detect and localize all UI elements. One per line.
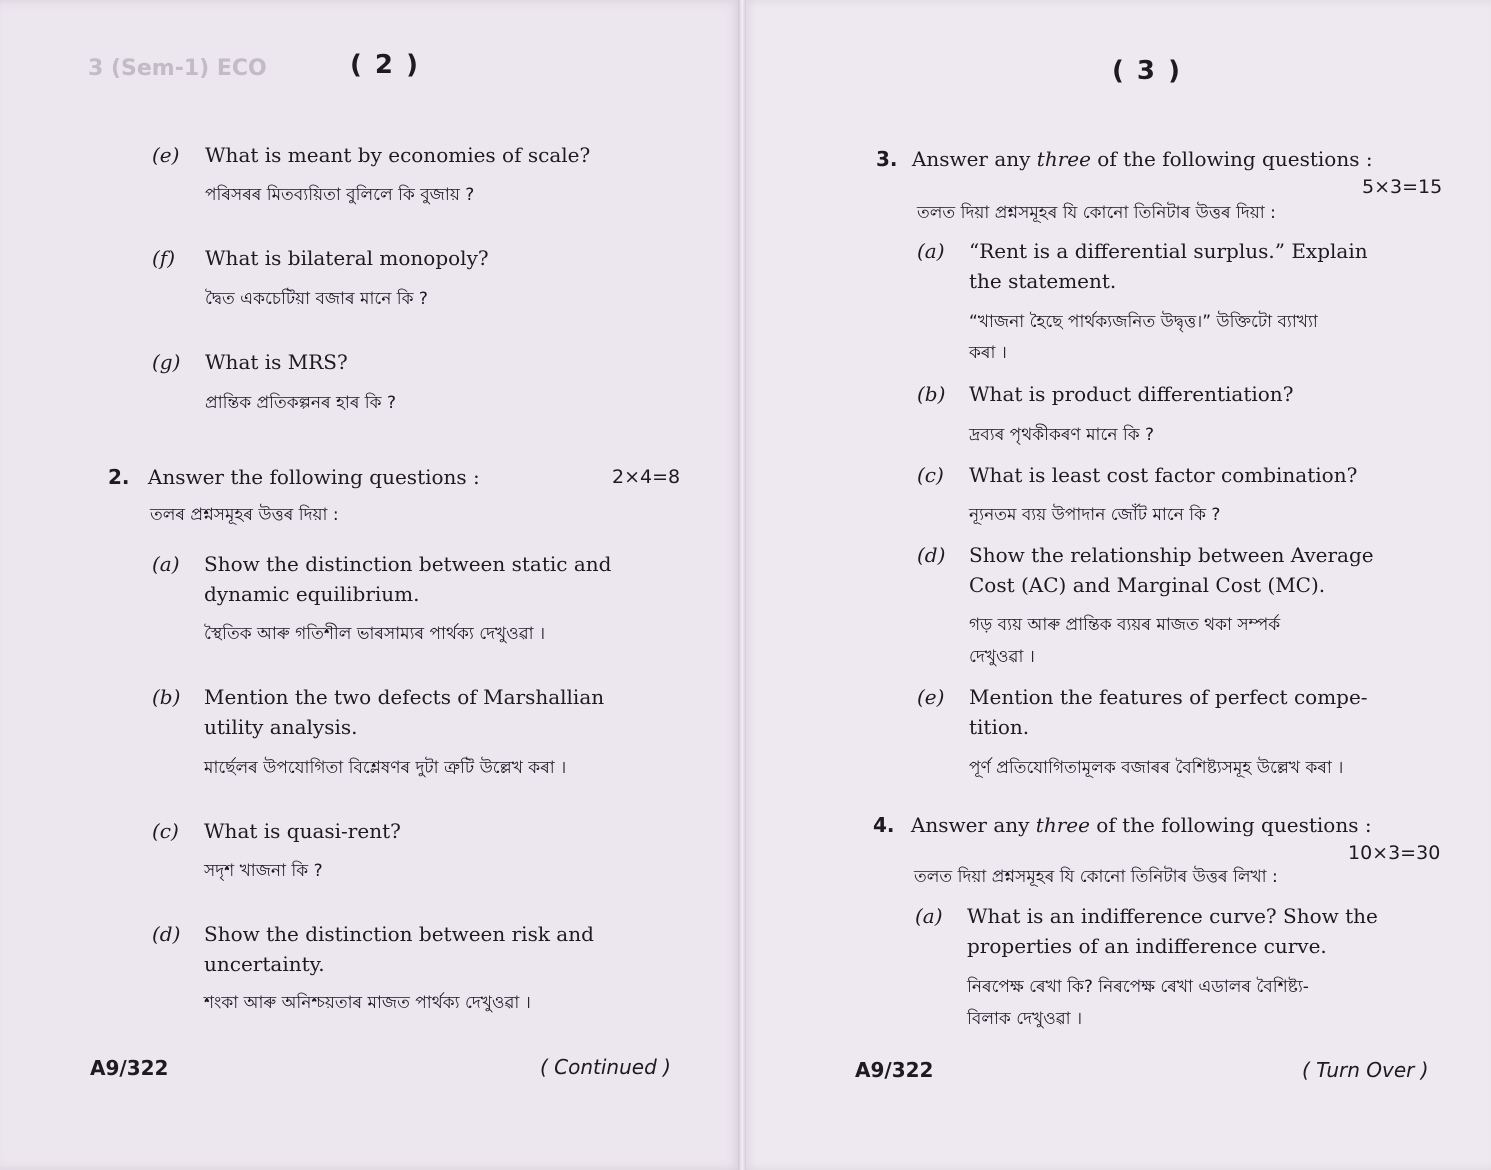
question-text-as: স্থৈতিক আৰু গতিশীল ভাৰসাম্যৰ পাৰ্থক্য দেখুওৱা । — [204, 624, 546, 644]
heading-text-post: of the following questions : — [1090, 147, 1373, 171]
bleed-through-header: 3 (Sem-1) ECO — [88, 56, 267, 81]
item-label: (d) — [917, 543, 946, 567]
heading-text-as: তলৰ প্ৰশ্নসমূহৰ উত্তৰ দিয়া : — [150, 505, 339, 525]
question-text-as: শংকা আৰু অনিশ্চয়তাৰ মাজত পাৰ্থক্য দেখুওৱা । — [204, 993, 531, 1013]
question-text-en-cont: tition. — [969, 715, 1030, 739]
item-label: (c) — [152, 819, 179, 843]
question-text-as: গড় ব্যয় আৰু প্ৰান্তিক ব্যয়ৰ মাজত থকা সম্পৰ্ক — [969, 615, 1281, 635]
page-number-right: ( 3 ) — [1112, 56, 1182, 86]
item-label: (g) — [152, 350, 181, 374]
question-text-as-cont: কৰা । — [969, 343, 1007, 363]
question-text-en-cont: properties of an indifference curve. — [967, 934, 1327, 958]
question-text-as: দ্ৰব্যৰ পৃথকীকৰণ মানে কি ? — [969, 425, 1155, 445]
question-text-en: What is least cost factor combination? — [969, 463, 1358, 487]
question-text-en: What is quasi-rent? — [204, 819, 401, 843]
question-text-en-cont: the statement. — [969, 269, 1117, 293]
heading-text-as: তলত দিয়া প্ৰশ্নসমূহৰ যি কোনো তিনিটাৰ উত্তৰ দিয়া : — [917, 203, 1276, 223]
question-text-en-cont: uncertainty. — [204, 952, 325, 976]
continued-note: ( Continued ) — [540, 1055, 671, 1079]
question-3-heading — [876, 144, 1373, 174]
question-text-en: Mention the two defects of Marshallian — [204, 685, 605, 709]
question-4-heading — [873, 810, 1372, 840]
paper-code-right: A9/322 — [855, 1058, 934, 1082]
heading-text-emphasis: three — [1036, 147, 1091, 171]
heading-text-post: of the following questions : — [1089, 813, 1372, 837]
question-text-en: What is bilateral monopoly? — [205, 246, 489, 270]
heading-text-pre: Answer any — [911, 147, 1037, 171]
heading-text-emphasis: three — [1035, 813, 1090, 837]
question-text-en: What is product differentiation? — [969, 382, 1294, 406]
item-label: (e) — [152, 143, 180, 167]
item-label: (b) — [917, 382, 946, 406]
heading-text: Answer the following questions : — [147, 465, 480, 489]
question-text-en: What is an indifference curve? Show the — [967, 904, 1378, 928]
item-label: (e) — [917, 685, 945, 709]
question-text-en: Show the relationship between Average — [969, 543, 1374, 567]
question-text-as-cont: দেখুওৱা । — [969, 647, 1035, 667]
question-text-as: ন্যূনতম ব্যয় উপাদান জোঁট মানে কি ? — [969, 505, 1221, 525]
question-text-as: সদৃশ খাজনা কি ? — [204, 861, 323, 881]
question-number: 2. — [108, 465, 130, 489]
question-text-as: পৰিসৰৰ মিতব্যয়িতা বুলিলে কি বুজায় ? — [205, 185, 475, 205]
item-label: (f) — [152, 246, 176, 270]
question-text-en: What is meant by economies of scale? — [205, 143, 591, 167]
question-text-as: পূৰ্ণ প্ৰতিযোগিতামূলক বজাৰৰ বৈশিষ্ট্যসমূহ উল্লেখ কৰা । — [969, 758, 1344, 778]
question-number: 3. — [876, 147, 898, 171]
question-text-as: “খাজনা হৈছে পাৰ্থক্যজনিত উদ্বৃত্ত।” উক্তিটো ব্যাখ্যা — [969, 312, 1318, 332]
item-label: (c) — [917, 463, 944, 487]
question-text-as: প্ৰান্তিক প্ৰতিকল্পনৰ হাৰ কি ? — [205, 393, 396, 413]
question-number: 4. — [873, 813, 895, 837]
heading-text-as: তলত দিয়া প্ৰশ্নসমূহৰ যি কোনো তিনিটাৰ উত্তৰ লিখা : — [914, 867, 1278, 887]
question-text-as: নিৰপেক্ষ ৰেখা কি? নিৰপেক্ষ ৰেখা এডালৰ বৈশিষ্ট্য- — [967, 977, 1309, 997]
question-2-heading — [108, 462, 480, 492]
paper-code-left: A9/322 — [90, 1056, 169, 1080]
item-label: (a) — [152, 552, 180, 576]
item-label: (b) — [152, 685, 181, 709]
turn-over-note: ( Turn Over ) — [1302, 1058, 1429, 1082]
question-text-en-cont: dynamic equilibrium. — [204, 582, 420, 606]
question-text-en-cont: utility analysis. — [204, 715, 358, 739]
question-text-en-cont: Cost (AC) and Marginal Cost (MC). — [969, 573, 1326, 597]
heading-text-pre: Answer any — [910, 813, 1036, 837]
item-label: (d) — [152, 922, 181, 946]
marks-q2: 2×4=8 — [612, 466, 681, 488]
page-number-left: ( 2 ) — [350, 50, 420, 80]
question-text-en: What is MRS? — [205, 350, 348, 374]
item-label: (a) — [915, 904, 943, 928]
question-text-en: “Rent is a differential surplus.” Explain — [969, 239, 1368, 263]
question-text-as: দ্বৈত একচেটিয়া বজাৰ মানে কি ? — [205, 289, 428, 309]
question-text-en: Show the distinction between risk and — [204, 922, 594, 946]
question-text-en: Show the distinction between static and — [204, 552, 612, 576]
marks-q4: 10×3=30 — [1348, 842, 1441, 864]
question-text-as: মাৰ্ছেলৰ উপযোগিতা বিশ্লেষণৰ দুটা ত্ৰুটি উল্লেখ কৰা । — [204, 758, 567, 778]
question-text-en: Mention the features of perfect compe- — [969, 685, 1368, 709]
page-gutter — [738, 0, 746, 1170]
question-text-as-cont: বিলাক দেখুওৱা । — [967, 1009, 1083, 1029]
item-label: (a) — [917, 239, 945, 263]
marks-q3: 5×3=15 — [1362, 176, 1443, 198]
